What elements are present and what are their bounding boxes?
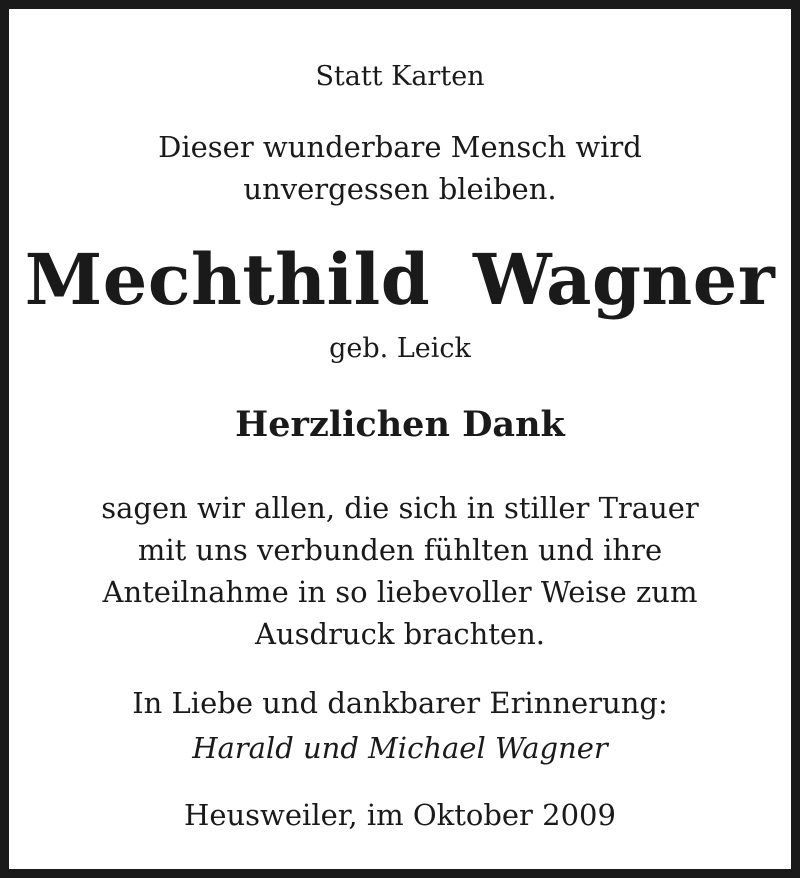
intro-text: Statt Karten (315, 61, 485, 92)
memorial-quote (9, 126, 791, 210)
message-line: sagen wir allen, die sich in stiller Trauer (101, 491, 699, 525)
quote-line: Dieser wunderbare Mensch wird (158, 130, 642, 164)
message-line: Ausdruck brachten. (255, 617, 545, 651)
quote-line: unvergessen bleiben. (243, 172, 557, 206)
signoff-text: In Liebe und dankbarer Erinnerung: (132, 686, 668, 720)
maiden-name: geb. Leick (329, 333, 471, 364)
thanks-heading: Herzlichen Dank (235, 404, 565, 445)
place-date: Heusweiler, im Oktober 2009 (184, 798, 616, 832)
signers-names: Harald und Michael Wagner (192, 731, 608, 765)
deceased-name: Mechthild Wagner (24, 238, 776, 321)
message-line: mit uns verbunden fühlten und ihre (137, 533, 663, 567)
thanks-message (9, 487, 791, 655)
message-line: Anteilnahme in so liebevoller Weise zum (102, 575, 698, 609)
